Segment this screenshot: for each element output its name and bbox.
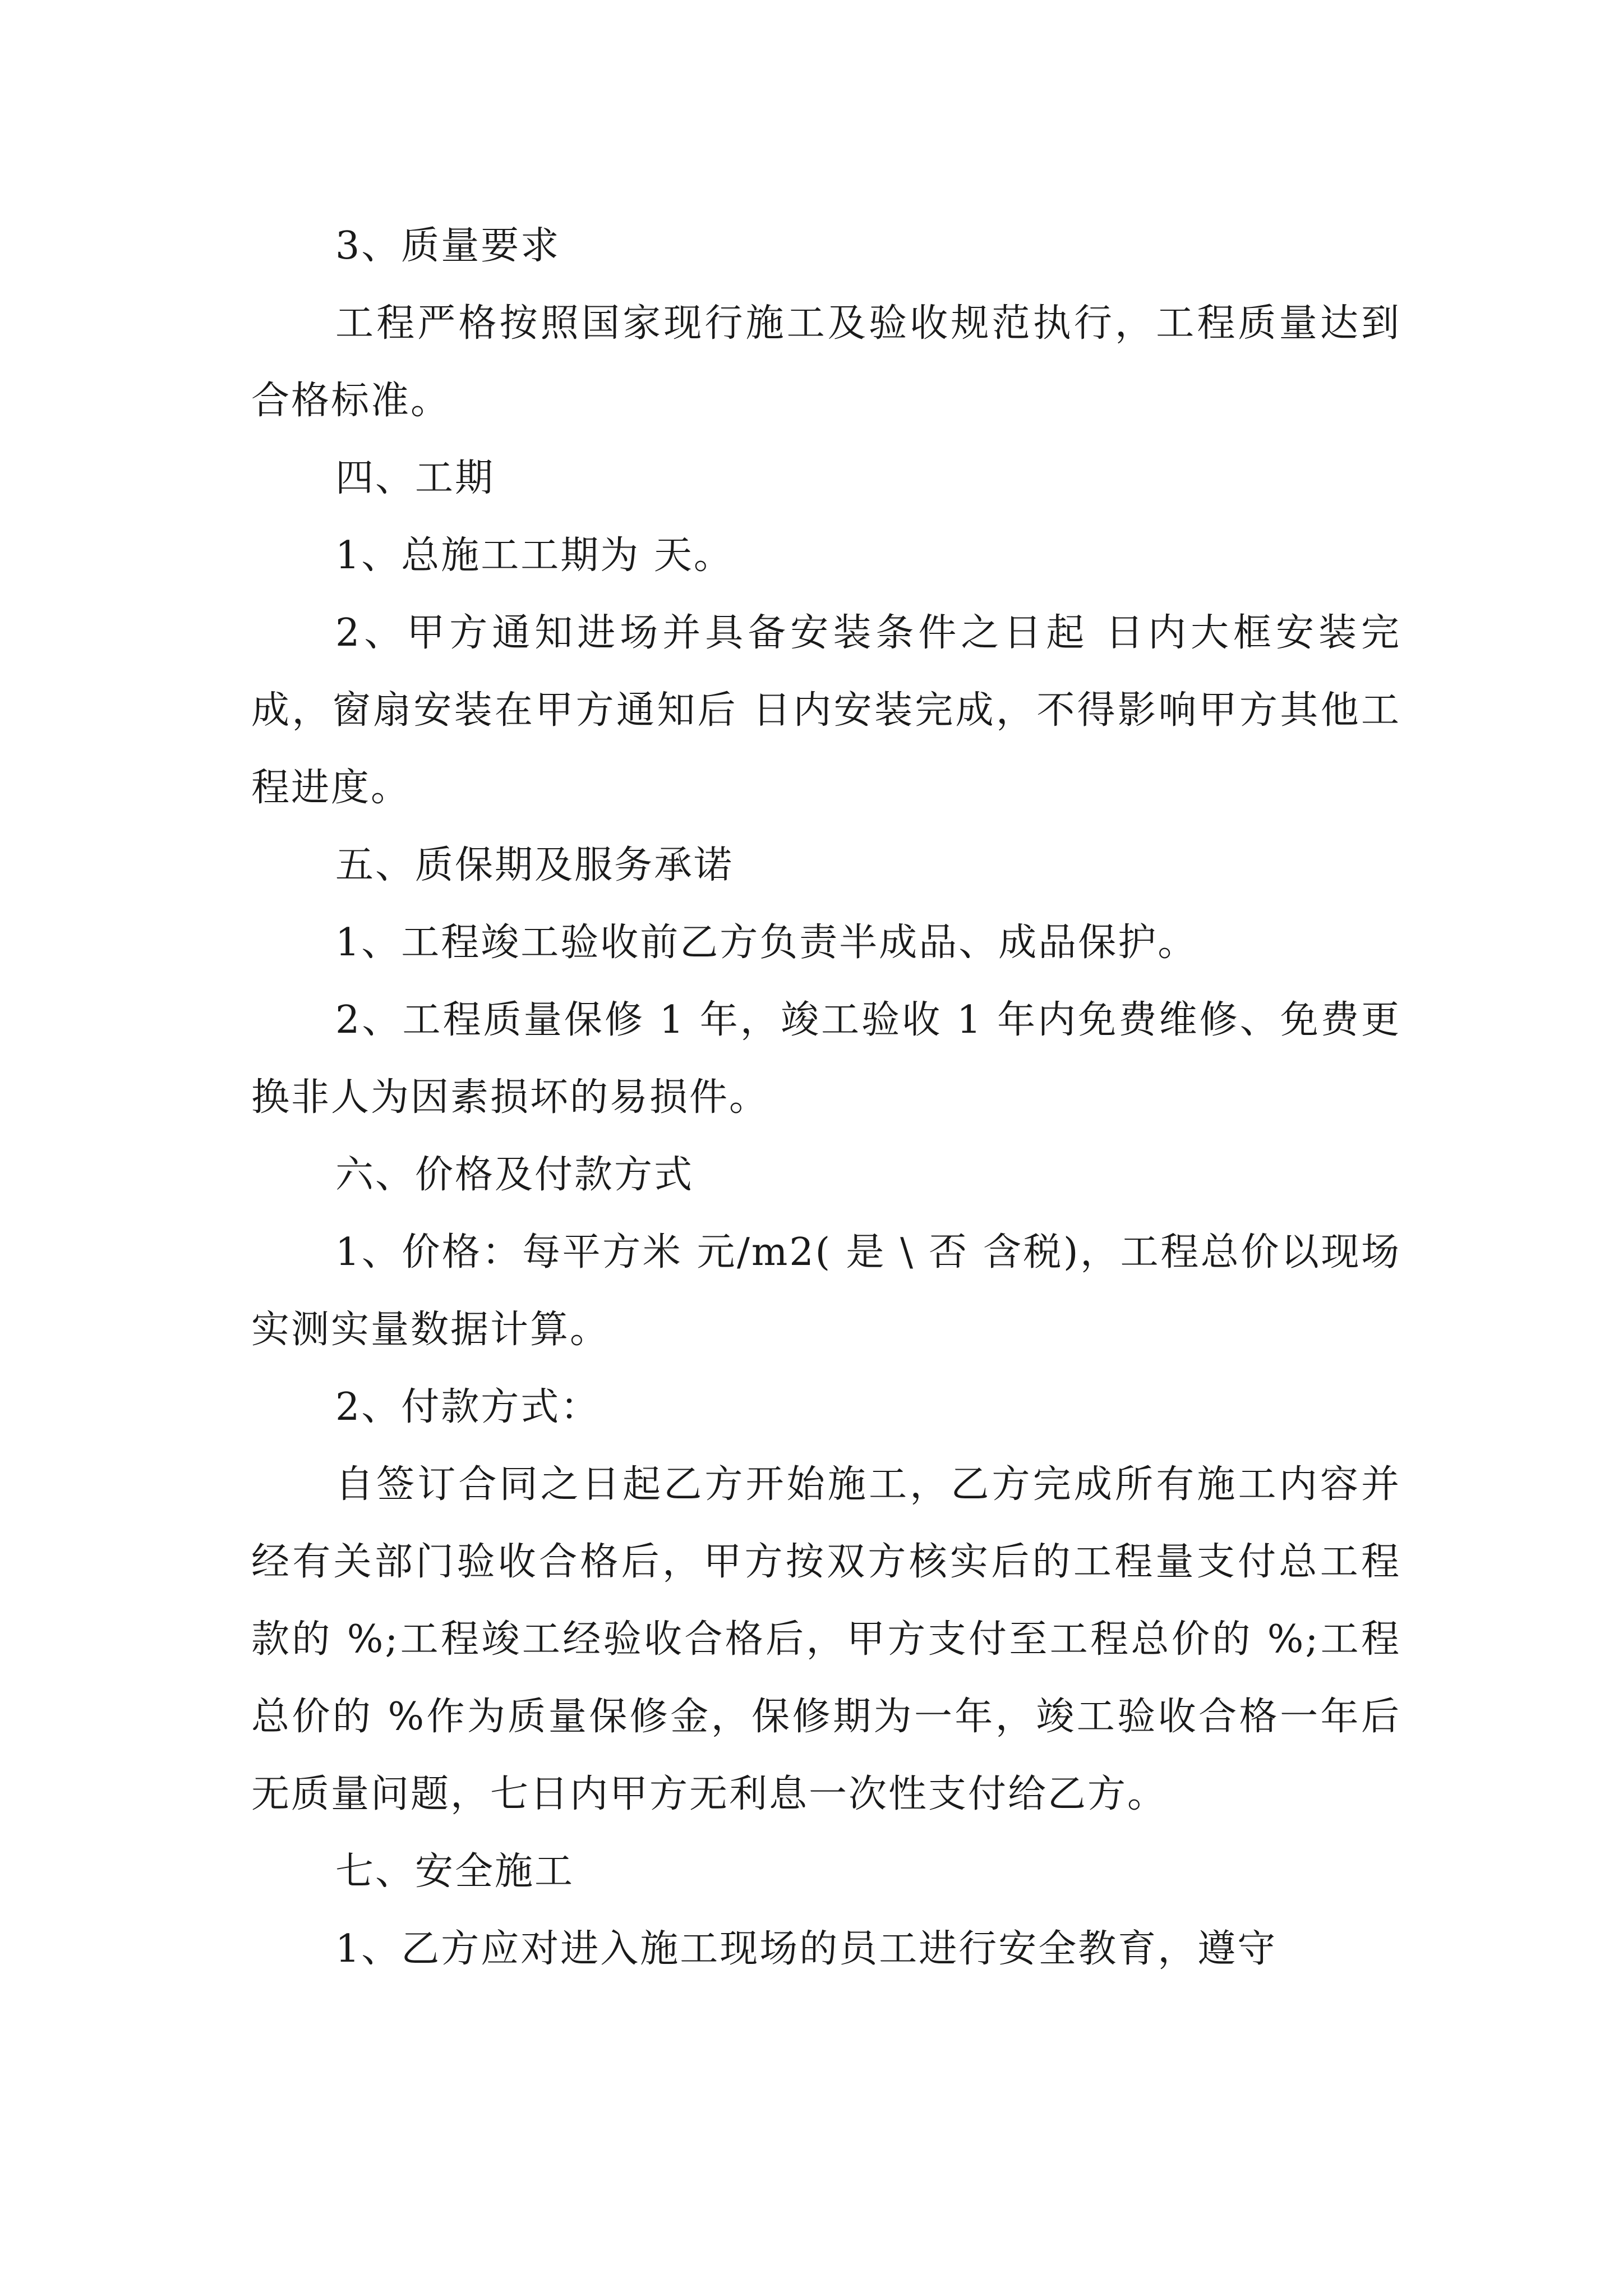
section-heading-safety: 七、安全施工 bbox=[335, 1849, 575, 1894]
paragraph-payment-heading: 2、付款方式： bbox=[335, 1385, 601, 1429]
paragraph-safety-education: 1、乙方应对进入施工现场的员工进行安全教育，遵守 bbox=[335, 1927, 1278, 1971]
paragraph-product-protection: 1、工程竣工验收前乙方负责半成品、成品保护。 bbox=[335, 921, 1198, 965]
section-heading-warranty: 五、质保期及服务承诺 bbox=[335, 843, 734, 887]
paragraph-total-duration: 1、总施工工期为 天。 bbox=[335, 533, 734, 578]
section-heading-duration: 四、工期 bbox=[335, 456, 495, 500]
paragraph-quality-standard: 工程严格按照国家现行施工及验收规范执行，工程质量达到合格标准。 bbox=[251, 301, 1401, 423]
paragraph-warranty-term: 2、工程质量保修 1 年，竣工验收 1 年内免费维修、免费更换非人为因素损坏的易损件。 bbox=[251, 998, 1401, 1120]
paragraph-price: 1、价格：每平方米 元/m2( 是 \ 否 含税)，工程总价以现场实测实量数据计算。 bbox=[251, 1230, 1401, 1352]
section-heading-price-payment: 六、价格及付款方式 bbox=[335, 1153, 694, 1197]
paragraph-payment-terms: 自签订合同之日起乙方开始施工，乙方完成所有施工内容并经有关部门验收合格后，甲方按双方核实后的工程量支付总工程款的 %;工程竣工经验收合格后，甲方支付至工程总价的 %;工程总价的 %作为质量保修金，保修期为一年，竣工验收合格一年后无质量问题，七日内甲方无利息一次性支付给乙方。 bbox=[251, 1462, 1401, 1816]
paragraph-installation-schedule: 2、甲方通知进场并具备安装条件之日起 日内大框安装完成，窗扇安装在甲方通知后 日内安装完成，不得影响甲方其他工程进度。 bbox=[251, 611, 1401, 810]
section-heading-quality: 3、质量要求 bbox=[335, 224, 561, 268]
document-body bbox=[251, 208, 1401, 1988]
